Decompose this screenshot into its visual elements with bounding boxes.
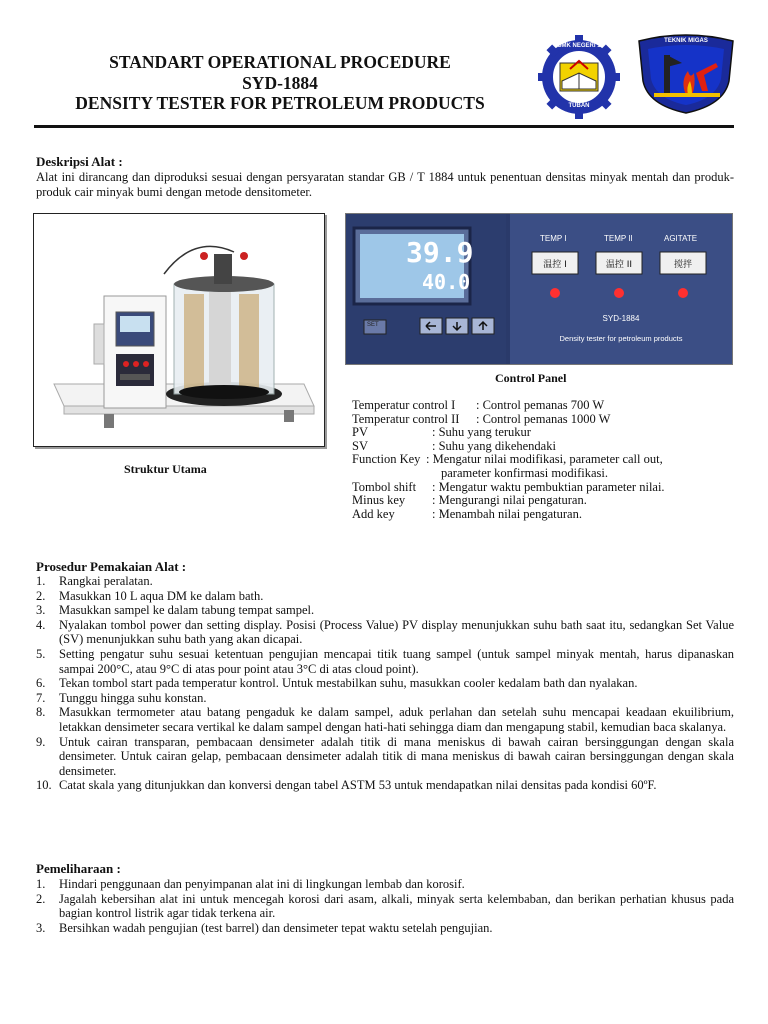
procedure-item-text: Untuk cairan transparan, pembacaan densimeter adalah titik di mana meniskus di bawah cairan bersinggungan dengan skala densimeter. Untuk cairan gelap, pembacaan densimeter adalah titik di mana meniskus di bawah cairan bersinggungan dengan skala densimeter.	[59, 734, 734, 778]
maintenance-item-text: Bersihkan wadah pengujian (test barrel) dan densimeter tepat waktu setelah pengujian.	[59, 920, 493, 935]
procedure-list	[36, 574, 734, 793]
spec-desc: : Menambah nilai pengaturan.	[432, 506, 582, 521]
control-panel-photo	[345, 213, 733, 365]
procedure-item-text: Masukkan sampel ke dalam tabung tempat sampel.	[59, 603, 315, 618]
school-logo-bottom-text: TUBAN	[568, 103, 590, 109]
document-title	[30, 52, 530, 114]
maintenance-item: 1. Hindari penggunaan dan penyimpanan alat ini di lingkungan lembab dan korosif.	[36, 877, 734, 892]
spec-row	[352, 440, 742, 454]
procedure-item: 5. Setting pengatur suhu sesuai ketentuan pengujian mencapai titik tuang sampel (untuk sampel minyak mentah, harus dipanaskan sampai 200°C, atau 9°C di atas pour point atau 3°C di atas cloud point).	[36, 646, 734, 676]
maintenance-item: 2. Jagalah kebersihan alat ini untuk mencegah korosi dari asam, alkali, minyak serta kelembaban, dan berikan perhatian khusus pada bagian kontrol listrik agar tidak terkena air.	[36, 891, 734, 921]
procedure-item-text: Rangkai peralatan.	[59, 574, 153, 588]
spec-row	[352, 508, 742, 522]
spec-desc: : Mengatur waktu pembuktian parameter nilai.	[432, 479, 665, 494]
spec-term: Temperatur control I	[352, 398, 456, 412]
control-panel-caption: Control Panel	[495, 371, 567, 385]
spec-desc: parameter konfirmasi modifikasi.	[441, 465, 608, 480]
title-line-1: STANDART OPERATIONAL PROCEDURE	[109, 52, 451, 72]
procedure-item: 7. Tunggu hingga suhu konstan.	[36, 691, 734, 706]
agitate-button: 搅拌	[673, 260, 692, 270]
procedure-item-text: Masukkan termometer atau batang pengaduk ke dalam sampel, aduk perlahan dan setelah suhu mencapai keadaan ekuilibrium, letakkan densimeter secara vertikal ke dalam sampel dengan hati-hati sehingga diam dan mengapung stabil, kemudian baca skalanya.	[59, 705, 734, 734]
spec-desc: : Control pemanas 1000 W	[476, 411, 611, 426]
spec-term: PV	[352, 425, 368, 440]
spec-row	[352, 481, 742, 495]
spec-desc: : Mengatur nilai modifikasi, parameter call out,	[426, 452, 663, 467]
procedure-item-text: Tekan tombol start pada temperatur kontrol. Untuk mestabilkan suhu, masukkan cooler kedalam bath dan nyalakan.	[59, 676, 638, 691]
school-logo-top-text: SMK NEGERI 1	[557, 43, 601, 49]
spec-term: SV	[352, 438, 368, 453]
maintenance-item-text: Hindari penggunaan dan penyimpanan alat ini di lingkungan lembab dan korosif.	[59, 877, 465, 891]
school-logo	[530, 33, 628, 121]
panel-model: SYD-1884	[602, 314, 640, 323]
spec-desc: : Suhu yang terukur	[432, 425, 531, 440]
panel-subtitle: Density tester for petroleum products	[559, 334, 683, 343]
spec-term: Add key	[352, 506, 395, 521]
procedure-item: 9. Untuk cairan transparan, pembacaan densimeter adalah titik di mana meniskus di bawah cairan bersinggungan dengan skala densimeter. Untuk cairan gelap, pembacaan densimeter adalah titik di mana meniskus di bawah cairan bersinggungan dengan skala densimeter.	[36, 734, 734, 778]
spec-desc: : Mengurangi nilai pengaturan.	[432, 493, 587, 508]
control-spec-list	[352, 399, 742, 521]
spec-row	[352, 426, 742, 440]
temp-2-label: TEMP II	[604, 234, 633, 243]
pv-display: 39.9	[406, 236, 474, 269]
spec-row	[352, 413, 742, 427]
set-key: SET	[367, 322, 379, 328]
procedure-item: 4. Nyalakan tombol power dan setting display. Posisi (Process Value) PV display menunjukkan suhu bath saat itu, sedangkan Set Value (SV) menunjukkan suhu bath yang akan dicapai.	[36, 617, 734, 647]
temp-2-button: 温控 II	[605, 260, 633, 270]
procedure-item-text: Tunggu hingga suhu konstan.	[59, 690, 207, 705]
description-text: Alat ini dirancang dan diproduksi sesuai dengan persyaratan standar GB / T 1884 untuk penentuan densitas minyak mentah dan produk-produk cair minyak bumi dengan metode densitometer.	[36, 170, 734, 199]
procedure-item: 3. Masukkan sampel ke dalam tabung tempat sampel.	[36, 603, 734, 618]
spec-term: Tombol shift	[352, 479, 417, 494]
procedure-item-text: Masukkan 10 L aqua DM ke dalam bath.	[59, 588, 264, 603]
maintenance-heading: Pemeliharaan :	[36, 861, 121, 876]
procedure-item: 1. Rangkai peralatan.	[36, 574, 734, 589]
temp-1-label: TEMP I	[540, 234, 567, 243]
spec-row	[352, 494, 742, 508]
header-divider	[34, 125, 734, 128]
maintenance-list	[36, 877, 734, 935]
procedure-heading: Prosedur Pemakaian Alat :	[36, 559, 187, 574]
department-logo	[636, 33, 736, 115]
procedure-item: 6. Tekan tombol start pada temperatur kontrol. Untuk mestabilkan suhu, masukkan cooler kedalam bath dan nyalakan.	[36, 676, 734, 691]
main-structure-caption: Struktur Utama	[124, 462, 207, 476]
sv-display: 40.0	[422, 270, 471, 294]
spec-term: Minus key	[352, 493, 406, 508]
department-logo-text: TEKNIK MIGAS	[664, 38, 708, 44]
agitate-label: AGITATE	[664, 234, 698, 243]
procedure-item: 8. Masukkan termometer atau batang pengaduk ke dalam sampel, aduk perlahan dan setelah suhu mencapai keadaan ekuilibrium, letakkan densimeter secara vertikal ke dalam sampel dengan hati-hati sehingga diam dan mengapung stabil, kemudian baca skalanya.	[36, 705, 734, 734]
procedure-item: 10. Catat skala yang ditunjukkan dan konversi dengan tabel ASTM 53 untuk mendapatkan nilai densitas pada kondisi 60ºF.	[36, 778, 734, 793]
title-line-3: DENSITY TESTER FOR PETROLEUM PRODUCTS	[75, 93, 485, 113]
temp-1-button: 温控 I	[543, 260, 567, 270]
spec-row	[352, 399, 742, 413]
title-line-2: SYD-1884	[242, 72, 318, 93]
procedure-item-text: Catat skala yang ditunjukkan dan konversi dengan tabel ASTM 53 untuk mendapatkan nilai densitas pada kondisi 60ºF.	[59, 778, 657, 793]
procedure-item-text: Nyalakan tombol power dan setting display. Posisi (Process Value) PV display menunjukkan suhu bath saat itu, sedangkan Set Value (SV) menunjukkan suhu bath yang akan dicapai.	[59, 617, 734, 647]
spec-row	[352, 467, 742, 481]
spec-term	[352, 467, 441, 481]
spec-desc: : Suhu yang dikehendaki	[432, 438, 556, 453]
description-heading: Deskripsi Alat :	[36, 154, 123, 169]
spec-desc: : Control pemanas 700 W	[476, 398, 605, 412]
spec-term: Temperatur control II	[352, 411, 460, 426]
procedure-item-text: Setting pengatur suhu sesuai ketentuan pengujian mencapai titik tuang sampel (untuk sampel minyak mentah, harus dipanaskan sampai 200°C, atau 9°C di atas pour point atau 3°C di atas cloud point).	[59, 646, 734, 676]
procedure-item: 2. Masukkan 10 L aqua DM ke dalam bath.	[36, 589, 734, 604]
maintenance-item: 3. Bersihkan wadah pengujian (test barrel) dan densimeter tepat waktu setelah pengujian.	[36, 921, 734, 936]
spec-term: Function Key	[352, 452, 421, 467]
spec-row	[352, 453, 742, 467]
main-structure-photo	[33, 213, 325, 447]
maintenance-item-text: Jagalah kebersihan alat ini untuk mencegah korosi dari asam, alkali, minyak serta kelembaban, dan berikan perhatian khusus pada bagian kontrol listrik agar tidak terkena air.	[59, 891, 734, 921]
